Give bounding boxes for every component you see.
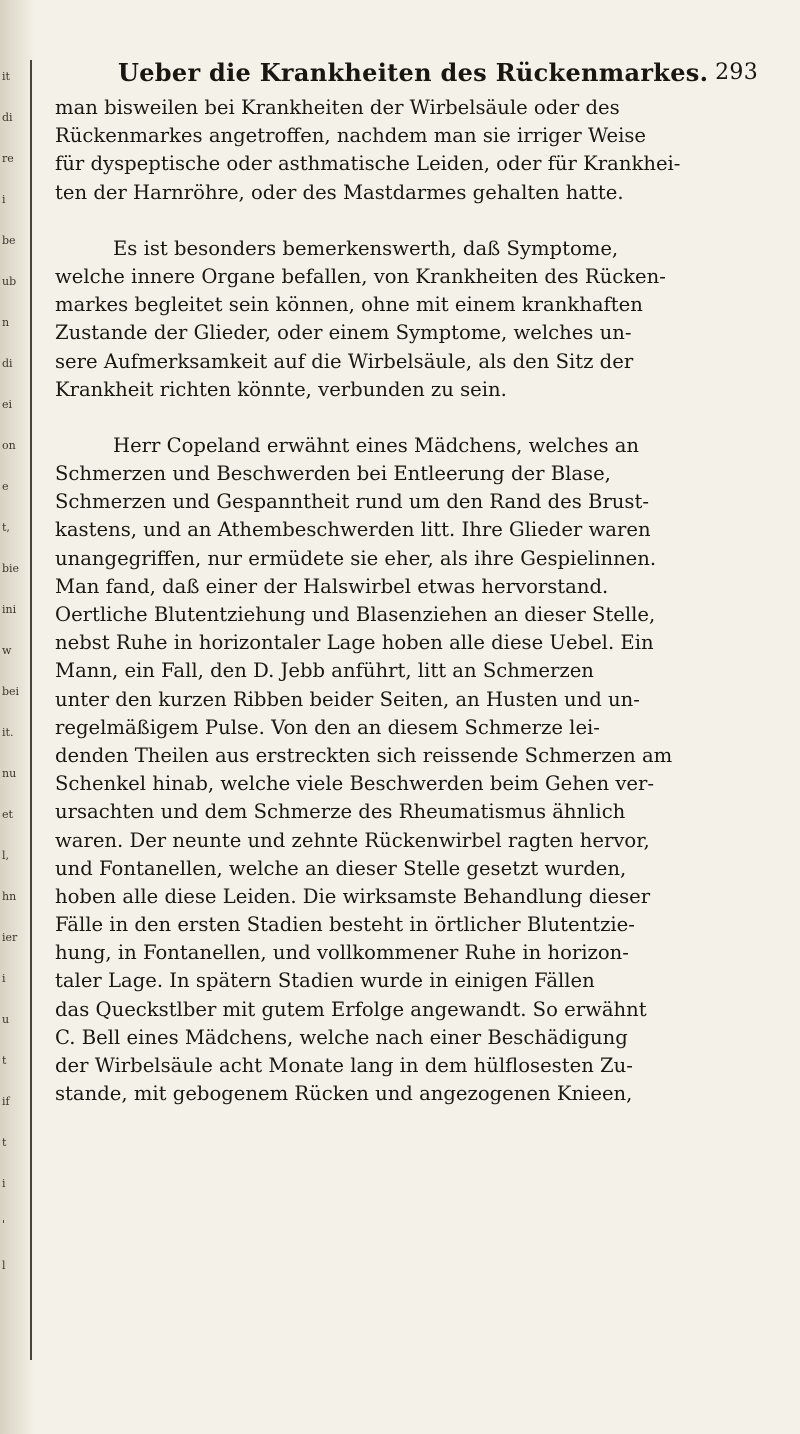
text-line: Schmerzen und Gespanntheit rund um den Rand des Brust- [55, 490, 649, 514]
text-line: taler Lage. In spätern Stadien wurde in einigen Fällen [55, 969, 595, 993]
running-header [118, 58, 758, 94]
text-line: und Fontanellen, welche an dieser Stelle gesetzt wurden, [55, 856, 627, 880]
running-title: Ueber die Krankheiten des Rückenmarkes. [118, 58, 709, 87]
text-line: waren. Der neunte und zehnte Rückenwirbel ragten hervor, [55, 828, 650, 852]
margin-fragment: i [2, 972, 6, 985]
gutter-rule [30, 60, 32, 1360]
text-line: Krankheit richten könnte, verbunden zu sein. [55, 377, 507, 401]
text-line: welche innere Organe befallen, von Krankheiten des Rücken- [55, 264, 666, 288]
margin-fragment: di [2, 357, 13, 370]
text-line: stande, mit gebogenem Rücken und angezogenen Knieen, [55, 1082, 633, 1106]
text-line: das Queckstlber mit gutem Erfolge angewandt. So erwähnt [55, 997, 647, 1021]
page-number: 293 [715, 60, 758, 85]
text-line: Es ist besonders bemerkenswerth, daß Symptome, [113, 236, 619, 260]
margin-fragment: ier [2, 931, 18, 944]
margin-fragment: hn [2, 890, 17, 903]
text-line: Zustande der Glieder, oder einem Symptome, welches un- [55, 321, 632, 345]
margin-fragment: bei [2, 685, 20, 698]
text-line: Rückenmarkes angetroffen, nachdem man sie irriger Weise [55, 124, 647, 148]
text-line: kastens, und an Athembeschwerden litt. Ihre Glieder waren [55, 518, 651, 542]
margin-fragment: t [2, 1136, 7, 1149]
body-text [55, 94, 775, 1108]
margin-fragment: n [2, 316, 10, 329]
text-line: Schmerzen und Beschwerden bei Entleerung der Blase, [55, 462, 611, 486]
text-line: Fälle in den ersten Stadien besteht in örtlicher Blutentzie- [55, 913, 635, 937]
text-line: nebst Ruhe in horizontaler Lage hoben alle diese Uebel. Ein [55, 631, 654, 655]
margin-fragment: bie [2, 562, 20, 575]
text-line: unangegriffen, nur ermüdete sie eher, als ihre Gespielinnen. [55, 546, 657, 570]
text-line: der Wirbelsäule acht Monate lang in dem hülflosesten Zu- [55, 1054, 633, 1077]
text-line: Oertliche Blutentziehung und Blasenziehen an dieser Stelle, [55, 603, 656, 626]
text-line: Schenkel hinab, welche viele Beschwerden beim Gehen ver- [55, 772, 654, 796]
margin-fragment: nu [2, 767, 17, 780]
margin-fragment: re [2, 152, 14, 165]
margin-fragment: i [2, 1177, 6, 1190]
margin-fragment: ub [2, 275, 17, 288]
text-line: unter den kurzen Ribben beider Seiten, an Husten und un- [55, 687, 640, 711]
margin-fragment: it [2, 70, 10, 83]
margin-fragment: ini [2, 603, 17, 616]
text-line: denden Theilen aus erstreckten sich reissende Schmerzen am [55, 743, 673, 767]
margin-fragment: l, [2, 849, 10, 862]
text-line: Man fand, daß einer der Halswirbel etwas hervorstand. [55, 574, 609, 598]
margin-fragment: i [2, 193, 6, 206]
margin-fragment: w [2, 644, 12, 657]
margin-fragment: di [2, 111, 13, 124]
text-line: ten der Harnröhre, oder des Mastdarmes gehalten hatte. [55, 180, 624, 204]
margin-fragment: ei [2, 398, 13, 411]
text-line: hoben alle diese Leiden. Die wirksamste Behandlung dieser [55, 884, 651, 908]
text-line: Mann, ein Fall, den D. Jebb anführt, litt an Schmerzen [55, 659, 594, 683]
margin-fragment: l [2, 1259, 6, 1272]
binding-gutter [0, 0, 34, 1434]
margin-fragment: e [2, 480, 9, 493]
margin-fragment: u [2, 1013, 10, 1026]
margin-fragment: et [2, 808, 13, 821]
margin-fragment: if [2, 1095, 10, 1108]
margin-fragment: be [2, 234, 16, 247]
margin-fragment: t [2, 1054, 7, 1067]
margin-fragment: ' [2, 1218, 6, 1231]
text-line: markes begleitet sein können, ohne mit einem krankhaften [55, 293, 643, 317]
text-line: ursachten und dem Schmerze des Rheumatismus ähnlich [55, 800, 626, 824]
margin-fragment: on [2, 439, 16, 452]
text-line: regelmäßigem Pulse. Von den an diesem Schmerze lei- [55, 715, 600, 739]
text-line: sere Aufmerksamkeit auf die Wirbelsäule, als den Sitz der [55, 349, 634, 373]
text-line: man bisweilen bei Krankheiten der Wirbelsäule oder des [55, 96, 620, 119]
text-line: für dyspeptische oder asthmatische Leiden, oder für Krankhei- [55, 152, 681, 176]
text-line: Herr Copeland erwähnt eines Mädchens, welches an [113, 433, 640, 457]
text-line: hung, in Fontanellen, und vollkommener Ruhe in horizon- [55, 941, 629, 965]
text-line: C. Bell eines Mädchens, welche nach einer Beschädigung [55, 1025, 628, 1049]
margin-fragment: t, [2, 521, 10, 534]
margin-fragment: it. [2, 726, 14, 739]
